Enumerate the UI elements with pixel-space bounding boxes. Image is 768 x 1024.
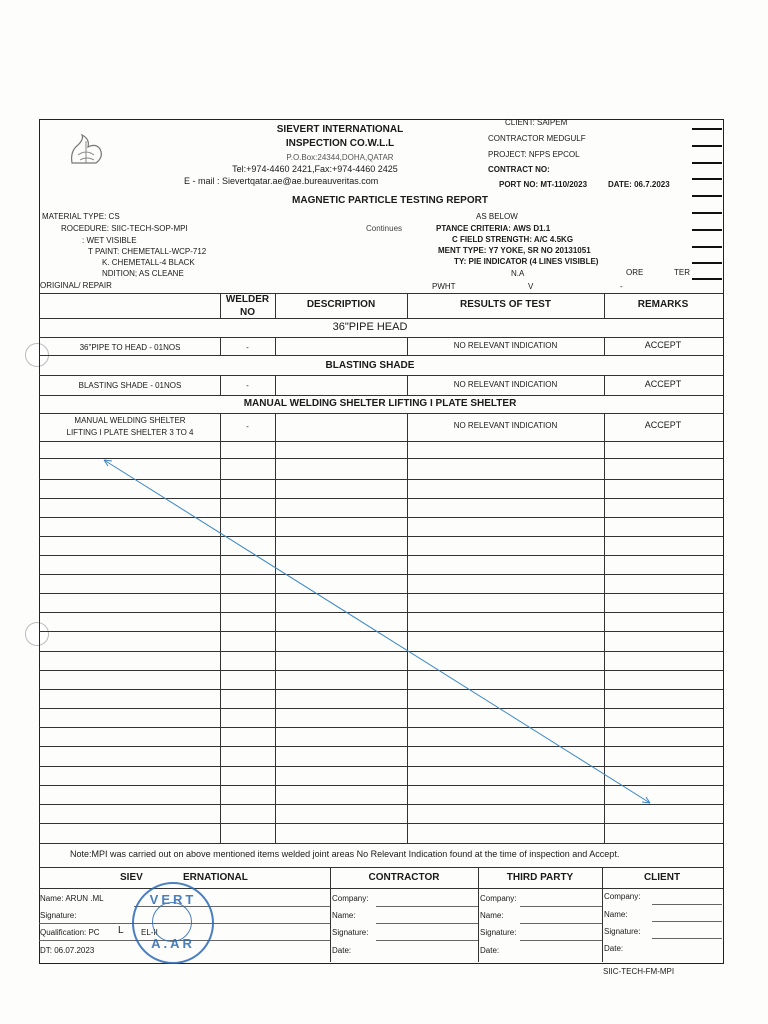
remarks-header: REMARKS [637, 299, 689, 310]
welder-no: - [246, 343, 249, 352]
client-header: CLIENT [643, 872, 681, 883]
contract-no-label: CONTRACT NO: [488, 165, 550, 174]
stamp-text-bottom: A.AR [151, 936, 195, 951]
report-no: PORT NO: MT-110/2023 [499, 180, 588, 189]
contractor-label: CONTRACTOR MEDGULF [488, 134, 586, 143]
qualification-level: EL-II [141, 928, 158, 937]
company-stamp [132, 882, 214, 964]
sievert-qualification: Qualification: PC [40, 928, 100, 937]
welder-no: - [246, 422, 249, 431]
acceptance-criteria: PTANCE CRITERIA: AWS D1.1 [436, 224, 551, 233]
results-header: RESULTS OF TEST [460, 299, 551, 310]
test-result: NO RELEVANT INDICATION [453, 380, 558, 389]
section-heading: 36"PIPE HEAD [332, 321, 408, 333]
test-result: NO RELEVANT INDICATION [453, 341, 558, 350]
report-date: DATE: 06.7.2023 [608, 180, 670, 189]
item-description-line2: LIFTING I PLATE SHELTER 3 TO 4 [66, 428, 194, 437]
equipment-type: MENT TYPE: Y7 YOKE, SR NO 20131051 [438, 246, 591, 255]
inspection-note: Note:MPI was carried out on above mentioned items welded joint areas No Relevant Indication found at the time of inspection and Accept. [70, 849, 620, 859]
welder-header: WELDER [225, 294, 270, 305]
dash-value: - [620, 282, 623, 291]
field-strength: C FIELD STRENGTH: A/C 4.5KG [452, 235, 574, 244]
sievert-name: Name: ARUN .ML [40, 894, 104, 903]
test-remark: ACCEPT [644, 340, 682, 350]
original-repair: ORIGINAL/ REPAIR [40, 281, 112, 290]
company-phone: Tel:+974-4460 2421,Fax:+974-4460 2425 [232, 164, 398, 174]
na-value: N.A [511, 269, 525, 278]
welder-no: - [246, 381, 249, 390]
field-indicator: TY: PIE INDICATOR (4 LINES VISIBLE) [454, 257, 599, 266]
material-type: MATERIAL TYPE: CS [42, 212, 120, 221]
test-remark: ACCEPT [644, 420, 682, 430]
item-description: BLASTING SHADE - 01NOS [78, 381, 182, 390]
medium: : WET VISIBLE [82, 236, 137, 245]
project-label: PROJECT: NFPS EPCOL [488, 150, 580, 159]
third-party-name: Name: [480, 911, 504, 920]
sievert-header-part2: ERNATIONAL [183, 872, 248, 883]
technique: Continues [366, 224, 403, 233]
section-heading: MANUAL WELDING SHELTER LIFTING I PLATE SHELTER [243, 398, 517, 409]
report-title: MAGNETIC PARTICLE TESTING REPORT [292, 195, 488, 206]
contractor-name: Name: [332, 911, 356, 920]
third-party-signature: Signature: [480, 928, 517, 937]
contractor-date: Date: [332, 946, 352, 955]
section-heading: BLASTING SHADE [325, 360, 415, 371]
v-value: V [528, 282, 534, 291]
ter-label: TER [674, 268, 690, 277]
sievert-header-part1: SIEV [120, 872, 143, 883]
company-name: SIEVERT INTERNATIONAL [276, 124, 404, 135]
client-date: Date: [604, 944, 624, 953]
sievert-signature: Signature: [40, 911, 77, 920]
contractor-header: CONTRACTOR [368, 872, 440, 883]
stamp-text-top: VERT [149, 892, 197, 907]
procedure: ROCEDURE: SIIC-TECH-SOP-MPI [61, 224, 188, 233]
description-header: DESCRIPTION [306, 299, 376, 310]
form-code: SIIC-TECH-FM-MPI [603, 967, 675, 976]
sievert-date: DT: 06.07.2023 [40, 946, 95, 955]
pwht-label: PWHT [432, 282, 456, 291]
client-company: Company: [604, 892, 641, 901]
client-label: CLIENT: SAIPEM [505, 118, 568, 127]
contractor-company: Company: [332, 894, 369, 903]
test-remark: ACCEPT [644, 379, 682, 389]
welder-no-header: NO [240, 307, 255, 318]
client-signature: Signature: [604, 927, 641, 936]
item-description: 36"PIPE TO HEAD - 01NOS [79, 343, 181, 352]
qualification-mark: L [118, 925, 124, 936]
ink: K. CHEMETALL-4 BLACK [102, 258, 195, 267]
ore-label: ORE [626, 268, 644, 277]
contrast-paint: T PAINT: CHEMETALL-WCP-712 [88, 247, 207, 256]
client-name: Name: [604, 910, 628, 919]
company-pobox: P.O.Box:24344,DOHA,QATAR [286, 153, 394, 162]
company-name-line2: INSPECTION CO.W.L.L [285, 138, 395, 149]
third-party-company: Company: [480, 894, 517, 903]
extent: AS BELOW [476, 212, 518, 221]
item-description: MANUAL WELDING SHELTER [74, 416, 186, 425]
third-party-header: THIRD PARTY [506, 872, 574, 883]
surface-condition: NDITION; AS CLEANE [102, 269, 184, 278]
contractor-signature: Signature: [332, 928, 369, 937]
third-party-date: Date: [480, 946, 500, 955]
company-email: E - mail : Sievertqatar.ae@ae.bureauveritas.com [184, 176, 379, 186]
test-result: NO RELEVANT INDICATION [453, 421, 558, 430]
